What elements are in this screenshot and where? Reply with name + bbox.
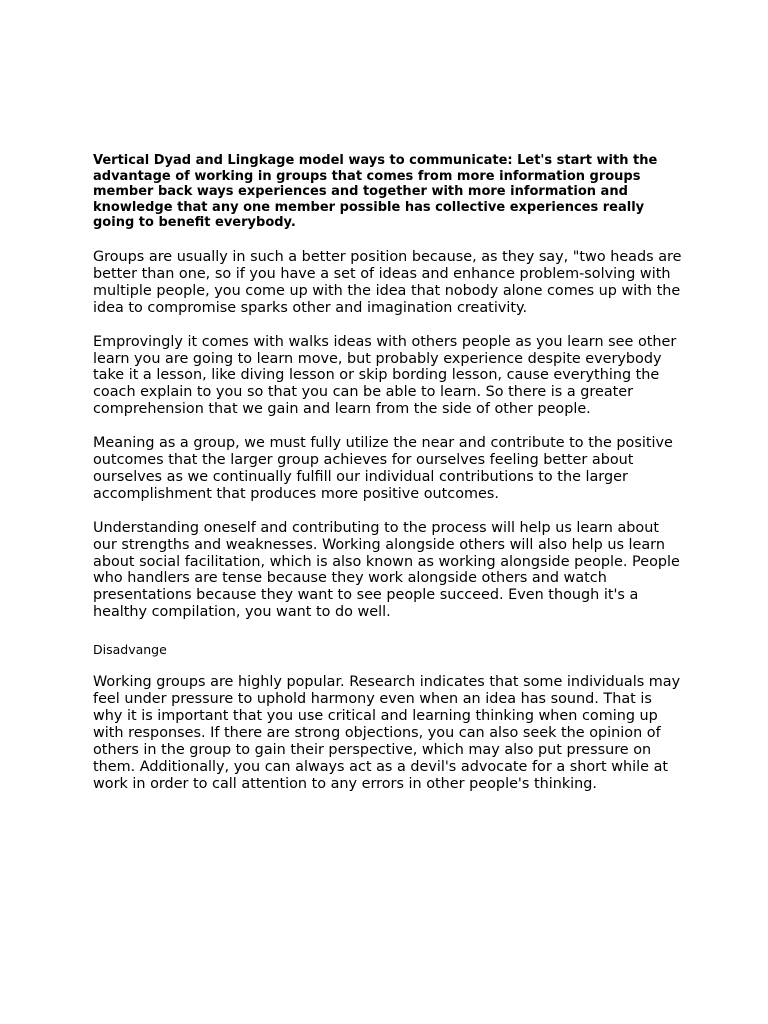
paragraph-social-facilitation: Understanding oneself and contributing to the process will help us learn about our strengths and weaknesses. Working alongside others will also help us learn about social facilitation, which is also known as working alongside people. People who handlers are tense because they work alongside others and watch presentations because they want to see people succeed. Even though it's a healthy compilation, you want to do well. [93, 519, 680, 621]
paragraph-disadvantages: Working groups are highly popular. Research indicates that some individuals may feel under pressure to uphold harmony even when an idea has sound. That is why it is important that you use critical and learning thinking when coming up with responses. If there are strong objections, you can also seek the opinion of others in the group to gain their perspective, which may also put pressure on them. Additionally, you can always act as a devil's advocate for a short while at work in order to call attention to any errors in other people's thinking. [93, 674, 681, 792]
paragraph-groups-position: Groups are usually in such a better position because, as they say, "two heads are better than one, so if you have a set of ideas and enhance problem-solving with multiple people, you come up with the idea that nobody alone comes up with the idea to compromise sparks other and imagination creativity. [93, 248, 682, 316]
section-heading-disadvantage: Disadvange [93, 642, 167, 658]
paragraph-group-outcomes: Meaning as a group, we must fully utilize the near and contribute to the positive outcomes that the larger group achieves for ourselves feeling better about ourselves as we continually fulfill our individual contributions to the larger accomplishment that produces more positive outcomes. [93, 435, 673, 502]
document-page [93, 153, 683, 810]
paragraph-learning-from-others: Emprovingly it comes with walks ideas with others people as you learn see other learn you are going to learn move, but probably experience despite everybody take it a lesson, like diving lesson or skip bording lesson, cause everything the coach explain to you so that you can be able to learn. So there is a greater comprehension that we gain and learn from the side of other people. [93, 333, 677, 418]
lead-paragraph: Vertical Dyad and Lingkage model ways to communicate: Let's start with the advantage of working in groups that comes from more information groups member back ways experiences and together with more information and knowledge that any one member possible has collective experiences really going to benefit everybody. [93, 153, 658, 231]
